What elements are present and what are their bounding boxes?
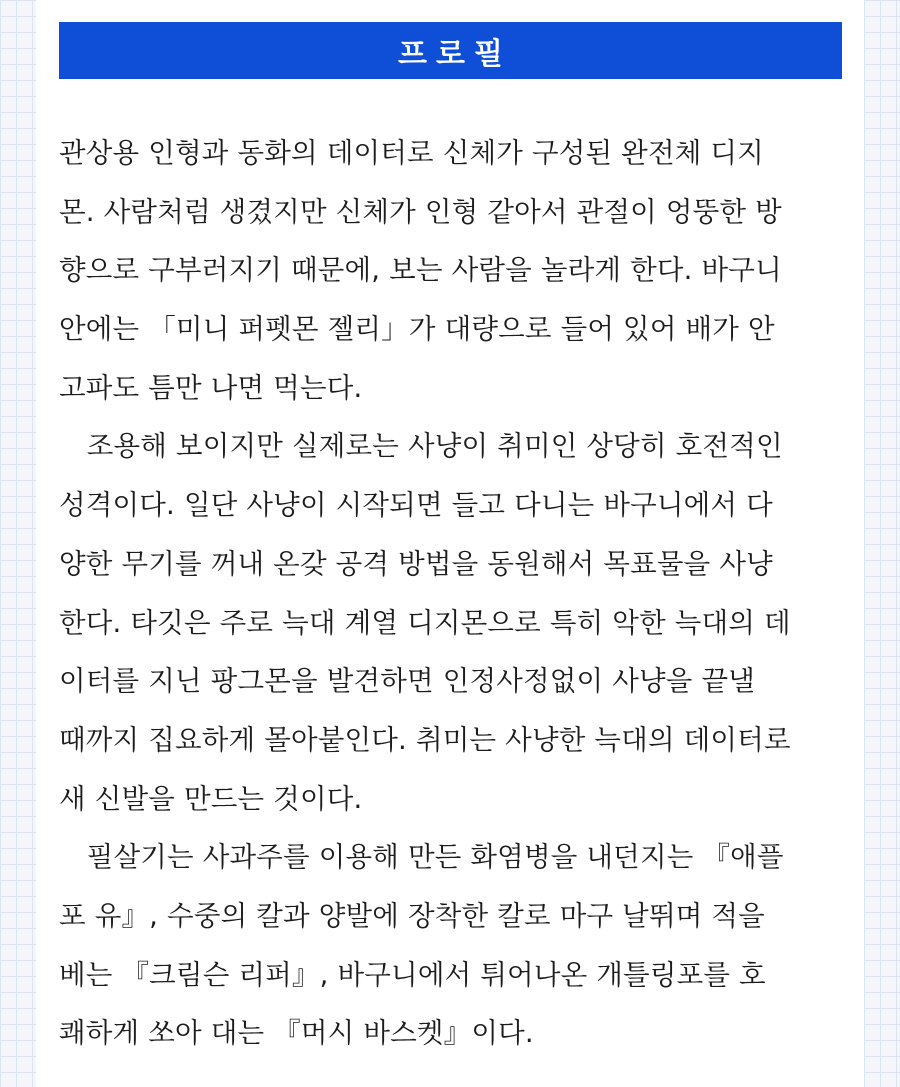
- profile-text: [59, 124, 854, 1063]
- text-line: 양한 무기를 꺼내 온갖 공격 방법을 동원해서 목표물을 사냥: [59, 547, 773, 580]
- text-line: 이터를 지닌 팡그몬을 발견하면 인정사정없이 사냥을 끝낼: [59, 665, 756, 698]
- text-line: 성격이다. 일단 사냥이 시작되면 들고 다니는 바구니에서 다: [59, 489, 773, 522]
- text-line: 쾌하게 쏘아 대는 『머시 바스켓』이다.: [59, 1017, 534, 1050]
- text-line: 베는 『크림슨 리퍼』, 바구니에서 튀어나온 개틀링포를 호: [59, 958, 766, 991]
- text-line: 필살기는 사과주를 이용해 만든 화염병을 내던지는 『애플: [59, 841, 784, 874]
- text-line: 때까지 집요하게 몰아붙인다. 취미는 사냥한 늑대의 데이터로: [59, 723, 791, 756]
- text-line: 관상용 인형과 동화의 데이터로 신체가 구성된 완전체 디지: [59, 137, 764, 169]
- section-header: [59, 22, 842, 79]
- text-line: 몬. 사람처럼 생겼지만 신체가 인형 같아서 관절이 엉뚱한 방: [59, 195, 782, 228]
- text-line: 안에는 「미니 퍼펫몬 젤리」가 대량으로 들어 있어 배가 안: [59, 313, 775, 346]
- profile-page: [36, 0, 864, 1087]
- text-line: 고파도 틈만 나면 먹는다.: [59, 371, 363, 404]
- text-line: 한다. 타깃은 주로 늑대 계열 디지몬으로 특히 악한 늑대의 데: [59, 606, 791, 639]
- text-line: 새 신발을 만드는 것이다.: [59, 782, 363, 815]
- text-line: 조용해 보이지만 실제로는 사냥이 취미인 상당히 호전적인: [59, 430, 783, 463]
- text-line: 포 유』, 수중의 칼과 양발에 장착한 칼로 마구 날뛰며 적을: [59, 899, 765, 932]
- text-line: 향으로 구부러지기 때문에, 보는 사람을 놀라게 한다. 바구니: [59, 254, 782, 287]
- section-title: 프로필: [398, 36, 512, 72]
